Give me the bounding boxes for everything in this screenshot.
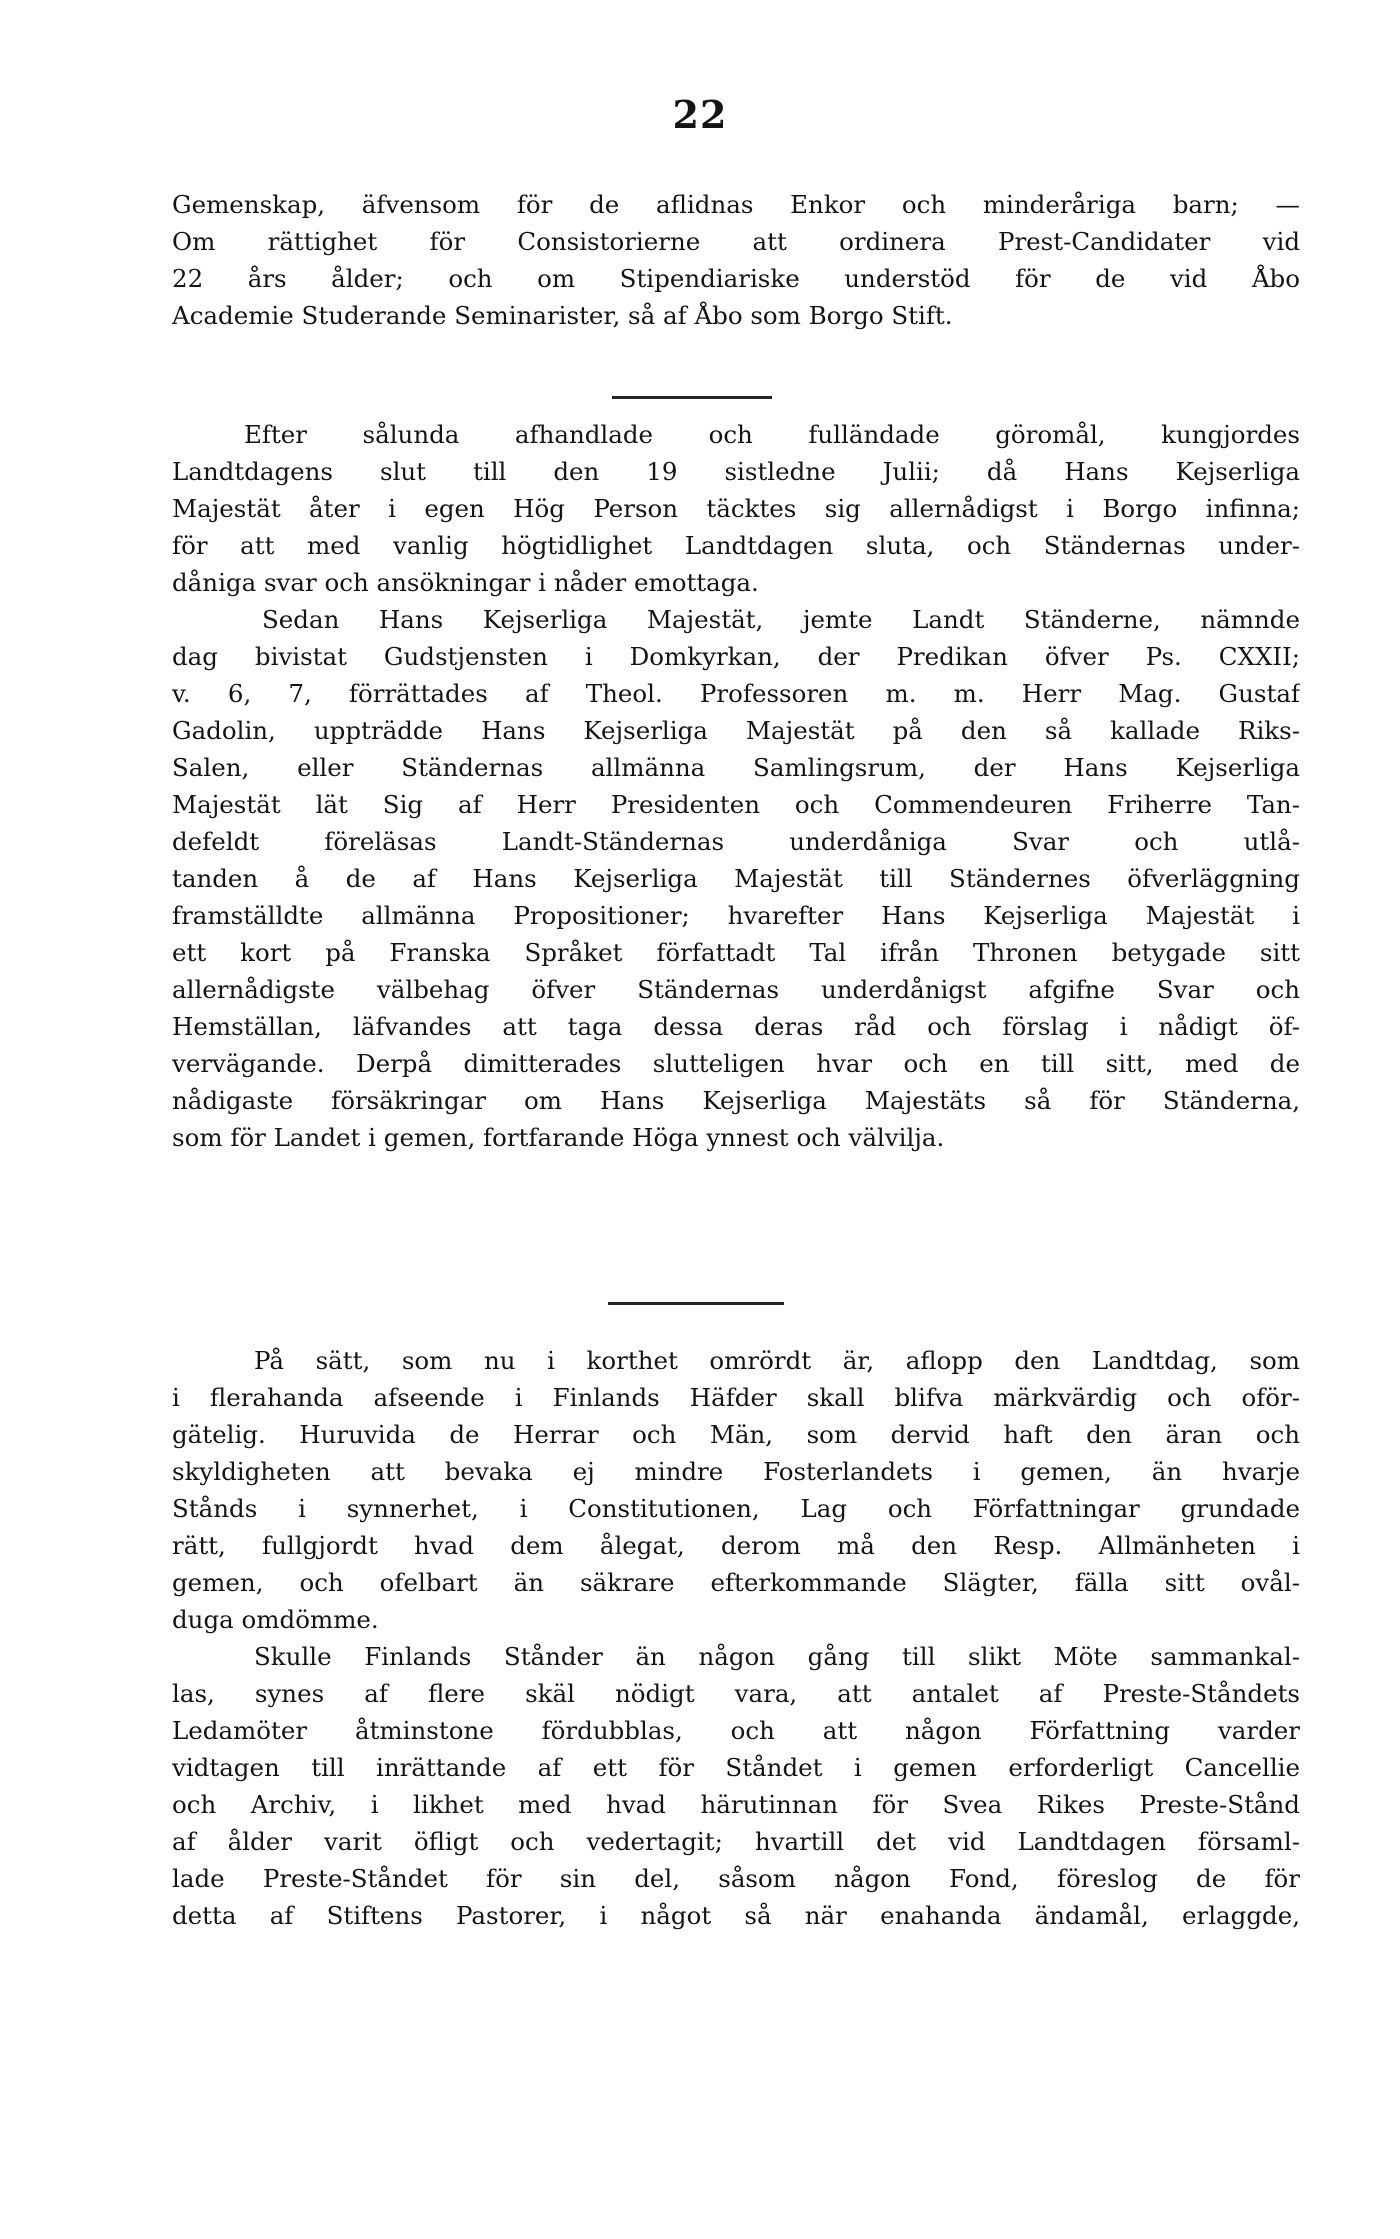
text-line: detta af Stiftens Pastorer, i något så när enahanda ändamål, erlaggde,	[172, 1901, 1300, 1930]
text-line: Ledamöter åtminstone fördubblas, och att någon Författning varder	[172, 1716, 1300, 1745]
text-line: i flerahanda afseende i Finlands Häfder skall blifva märkvärdig och oför-	[172, 1383, 1300, 1412]
text-line: allernådigste välbehag öfver Ständernas underdånigst afgifne Svar och	[172, 975, 1300, 1004]
text-line: duga omdömme.	[172, 1605, 379, 1634]
page-number: 22	[672, 92, 728, 137]
section-divider	[608, 1302, 784, 1305]
concluding-paragraphs	[172, 1342, 1300, 1934]
text-line: Sedan Hans Kejserliga Majestät, jemte Landt Ständerne, nämnde	[262, 605, 1300, 634]
text-line: nådigaste försäkringar om Hans Kejserliga Majestäts så för Ständerna,	[172, 1086, 1300, 1115]
text-line: Efter sålunda afhandlade och fulländade göromål, kungjordes	[244, 420, 1300, 449]
text-line: rätt, fullgjordt hvad dem ålegat, derom må den Resp. Allmänheten i	[172, 1531, 1300, 1560]
section-divider	[612, 396, 772, 399]
text-line: Stånds i synnerhet, i Constitutionen, Lag och Författningar grundade	[172, 1494, 1300, 1523]
text-line: för att med vanlig högtidlighet Landtdagen sluta, och Ständernas under-	[172, 531, 1300, 560]
text-line: tanden å de af Hans Kejserliga Majestät till Ständernes öfverläggning	[172, 864, 1300, 893]
text-line: af ålder varit öfligt och vedertagit; hvartill det vid Landtdagen församl-	[172, 1827, 1300, 1856]
text-line: gemen, och ofelbart än säkrare efterkommande Slägter, fälla sitt ovål-	[172, 1568, 1300, 1597]
text-line: Landtdagens slut till den 19 sistledne Julii; då Hans Kejserliga	[172, 457, 1300, 486]
text-line: ett kort på Franska Språket författadt Tal ifrån Thronen betygade sitt	[172, 938, 1300, 967]
text-line: las, synes af flere skäl nödigt vara, att antalet af Preste-Ståndets	[172, 1679, 1300, 1708]
text-line: vidtagen till inrättande af ett för Ståndet i gemen erforderligt Cancellie	[172, 1753, 1300, 1782]
text-line: gätelig. Huruvida de Herrar och Män, som dervid haft den äran och	[172, 1420, 1300, 1449]
text-line: dag bivistat Gudstjensten i Domkyrkan, der Predikan öfver Ps. CXXII;	[172, 642, 1300, 671]
text-line: defeldt föreläsas Landt-Ständernas underdåniga Svar och utlå-	[172, 827, 1300, 856]
text-line: lade Preste-Ståndet för sin del, såsom någon Fond, föreslog de för	[172, 1864, 1300, 1893]
text-line: v. 6, 7, förrättades af Theol. Professoren m. m. Herr Mag. Gustaf	[172, 679, 1300, 708]
text-line: som för Landet i gemen, fortfarande Höga ynnest och välvilja.	[172, 1123, 945, 1152]
text-line: dåniga svar och ansökningar i nåder emottaga.	[172, 568, 759, 597]
text-line: 22 års ålder; och om Stipendiariske understöd för de vid Åbo	[172, 264, 1300, 293]
text-line: Academie Studerande Seminarister, så af Åbo som Borgo Stift.	[172, 301, 953, 330]
text-line: framställdte allmänna Propositioner; hvarefter Hans Kejserliga Majestät i	[172, 901, 1300, 930]
text-line: Gadolin, uppträdde Hans Kejserliga Majestät på den så kallade Riks-	[172, 716, 1300, 745]
summary-paragraph	[172, 186, 1300, 334]
text-line: skyldigheten att bevaka ej mindre Fosterlandets i gemen, än hvarje	[172, 1457, 1300, 1486]
text-line: Majestät lät Sig af Herr Presidenten och Commendeuren Friherre Tan-	[172, 790, 1300, 819]
text-line: Gemenskap, äfvensom för de aflidnas Enkor och minderåriga barn; —	[172, 190, 1300, 219]
text-line: vervägande. Derpå dimitterades slutteligen hvar och en till sitt, med de	[172, 1049, 1300, 1078]
text-line: och Archiv, i likhet med hvad härutinnan för Svea Rikes Preste-Stånd	[172, 1790, 1300, 1819]
text-line: Hemställan, läfvandes att taga dessa deras råd och förslag i nådigt öf-	[172, 1012, 1300, 1041]
text-line: På sätt, som nu i korthet omrördt är, aflopp den Landtdag, som	[254, 1346, 1300, 1375]
text-line: Majestät åter i egen Hög Person täcktes sig allernådigst i Borgo infinna;	[172, 494, 1300, 523]
text-line: Om rättighet för Consistorierne att ordinera Prest-Candidater vid	[172, 227, 1300, 256]
closing-ceremony-paragraph	[172, 416, 1300, 1156]
text-line: Skulle Finlands Stånder än någon gång till slikt Möte sammankal-	[254, 1642, 1300, 1671]
text-line: Salen, eller Ständernas allmänna Samlingsrum, der Hans Kejserliga	[172, 753, 1300, 782]
